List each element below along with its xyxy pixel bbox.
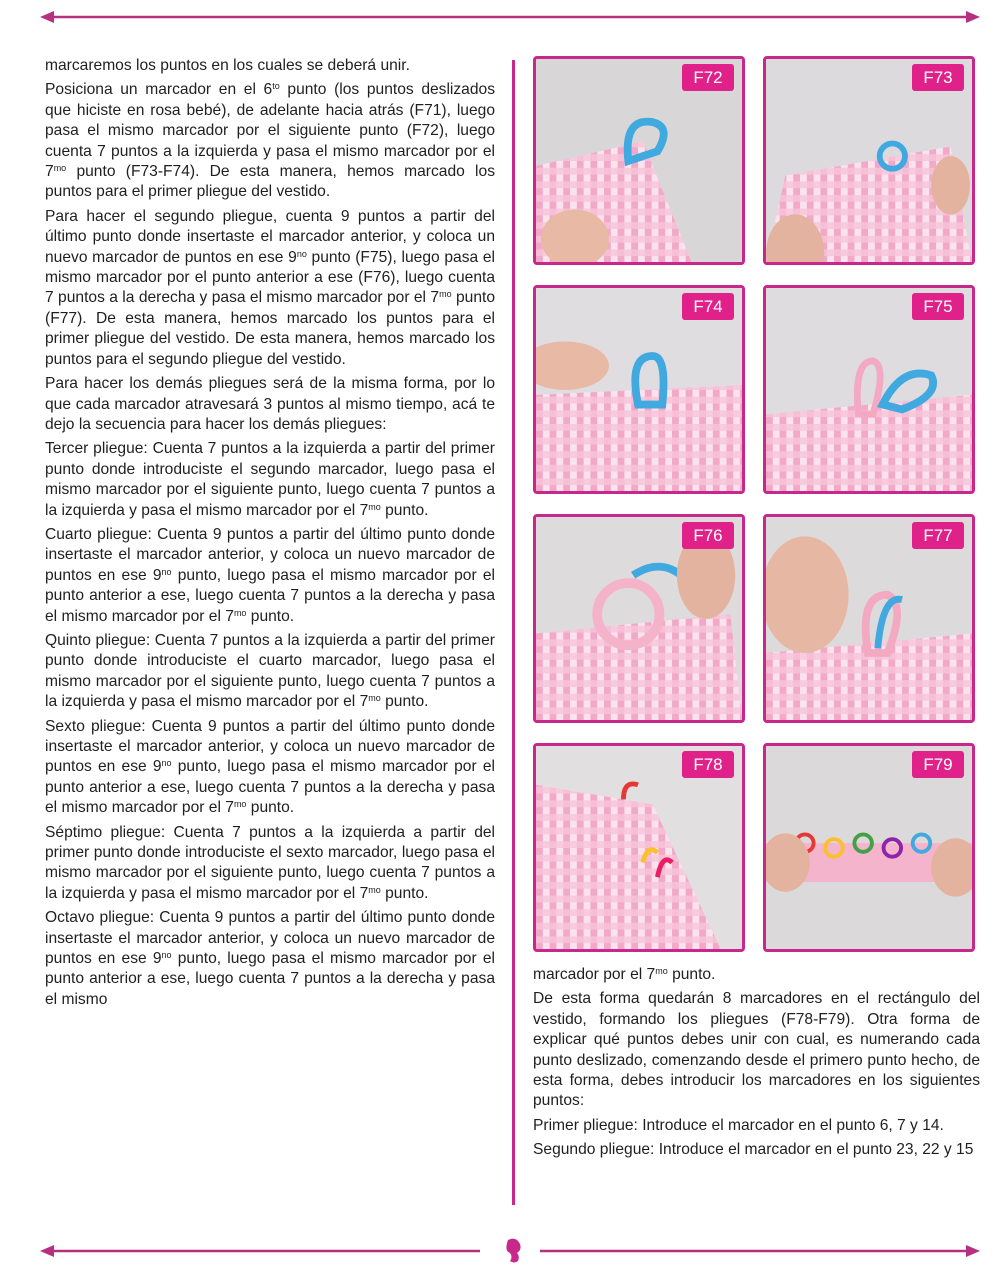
paragraph-eighth-fold: Octavo pliegue: Cuenta 9 puntos a partir del último punto donde insertaste el marcador anterior, y coloca un nuevo marcador de puntos en ese $9^{no}$ punto, luego pasa el mismo marcador por el punto anterior a ese, luego cuenta 7 puntos a la derecha y pasa el mismo: [45, 909, 495, 1008]
paragraph-sixth-fold: Sexto pliegue: Cuenta 9 puntos a partir del último punto donde insertaste el marcador anterior, y coloca un nuevo marcador de puntos en ese $9^{no}$ punto, luego pasa el mismo marcador por el punto anterior a ese, luego cuenta 7 puntos a la derecha y pasa el mismo marcador por el $7^{mo}$ punto.: [45, 717, 495, 817]
photo-f79: [763, 743, 975, 952]
paragraph-second-fold: Para hacer el segundo pliegue, cuenta 9 puntos a partir del último punto donde insertaste el marcador anterior, y coloca un nuevo marcador de puntos en ese $9^{no}$ punto (F75), luego pasa el mismo marcador por el punto anterior a ese (F76), luego cuenta 7 puntos a la derecha y pasa el mismo marcador por el $7^{mo}$ punto (F77). De esta manera, hemos marcado los puntos para el primer pliegue del vestido. De esta manera, hemos marcado los puntos para el segundo pliegue del vestido.: [45, 207, 495, 368]
paragraph-third-fold: Tercer pliegue: Cuenta 7 puntos a la izquierda a partir del primer punto donde introduciste el segundo marcador, luego pasa el mismo marcador por el siguiente punto, luego cuenta 7 puntos a la izquierda y pasa el mismo marcador por el $7^{mo}$ punto.: [45, 440, 495, 519]
paragraph-first-fold: Posiciona un marcador en el $6^{to}$ punto (los puntos deslizados que hiciste en rosa bebé), de adelante hacia atrás (F71), luego pasa el mismo marcador por el siguiente punto (F72), luego cuenta 7 puntos a la izquierda y pasa el mismo marcador por el $7^{mo}$ punto (F73-F74). De esta manera, hemos marcado los puntos para el primer pliegue del vestido.: [45, 81, 496, 201]
paragraph-second-fold-points: Segundo pliegue: Introduce el marcador en el punto 23, 22 y 15: [533, 1141, 974, 1159]
paragraph-fourth-fold: Cuarto pliegue: Cuenta 9 puntos a partir del último punto donde insertaste el marcador anterior, y coloca un nuevo marcador de puntos en ese $9^{no}$ punto, luego pasa el mismo marcador por el punto anterior a ese, luego cuenta 7 puntos a la derecha y pasa el mismo marcador por el $7^{mo}$ punto.: [45, 525, 495, 625]
photo-f77: [763, 514, 975, 723]
photo-f76: [533, 514, 745, 723]
photo-label: F74: [682, 293, 734, 320]
paragraph-remaining-folds: Para hacer los demás pliegues será de la misma forma, por lo que cada marcador atravesará 3 puntos al mismo tiempo, acá te dejo la secuencia para hacer los demás pliegues:: [45, 375, 495, 433]
column-divider: [512, 60, 515, 1205]
paragraph-seventh-fold: Séptimo pliegue: Cuenta 7 puntos a la izquierda a partir del primer punto donde introduciste el sexto marcador, luego pasa el mismo marcador por el siguiente punto, luego cuenta 7 puntos a la izquierda y pasa el mismo marcador por el $7^{mo}$ punto.: [45, 823, 495, 902]
photo-f78: [533, 743, 745, 952]
photo-label: F72: [682, 64, 734, 91]
photo-f72: [533, 56, 745, 265]
arrow-left-icon: [40, 1240, 480, 1262]
paragraph-fifth-fold: Quinto pliegue: Cuenta 7 puntos a la izquierda a partir del primer punto donde introduciste el cuarto marcador, luego pasa el mismo marcador por el siguiente punto, luego cuenta 7 puntos a la izquierda y pasa el mismo marcador por el $7^{mo}$ punto.: [45, 631, 495, 711]
paragraph-continuation: marcador por el $7^{mo}$ punto.: [533, 966, 716, 983]
instructions-column: [45, 56, 495, 1014]
photo-label: F79: [912, 751, 964, 778]
doll-silhouette-icon: [496, 1236, 530, 1266]
photo-f74: [533, 285, 745, 494]
photo-label: F75: [912, 293, 964, 320]
arrow-right-icon: [540, 1240, 980, 1262]
paragraph-summary: De esta forma quedarán 8 marcadores en el rectángulo del vestido, formando los pliegues (F78-F79). Otra forma de explicar qué puntos debes unir con cual, es numerando cada punto deslizado, comenzando desde el primero punto hecho, de esta forma, debes introducir los marcadores en los siguientes puntos:: [533, 990, 980, 1110]
paragraph-intro: marcaremos los puntos en los cuales se deberá unir.: [45, 57, 410, 74]
photo-label: F77: [912, 522, 964, 549]
continuation-column: [533, 965, 980, 1165]
paragraph-first-fold-points: Primer pliegue: Introduce el marcador en el punto 6, 7 y 14.: [533, 1116, 944, 1134]
photo-label: F76: [682, 522, 734, 549]
photo-f73: [763, 56, 975, 265]
photo-label: F73: [912, 64, 964, 91]
photo-f75: [763, 285, 975, 494]
photo-label: F78: [682, 751, 734, 778]
top-divider-arrow: [40, 6, 980, 28]
